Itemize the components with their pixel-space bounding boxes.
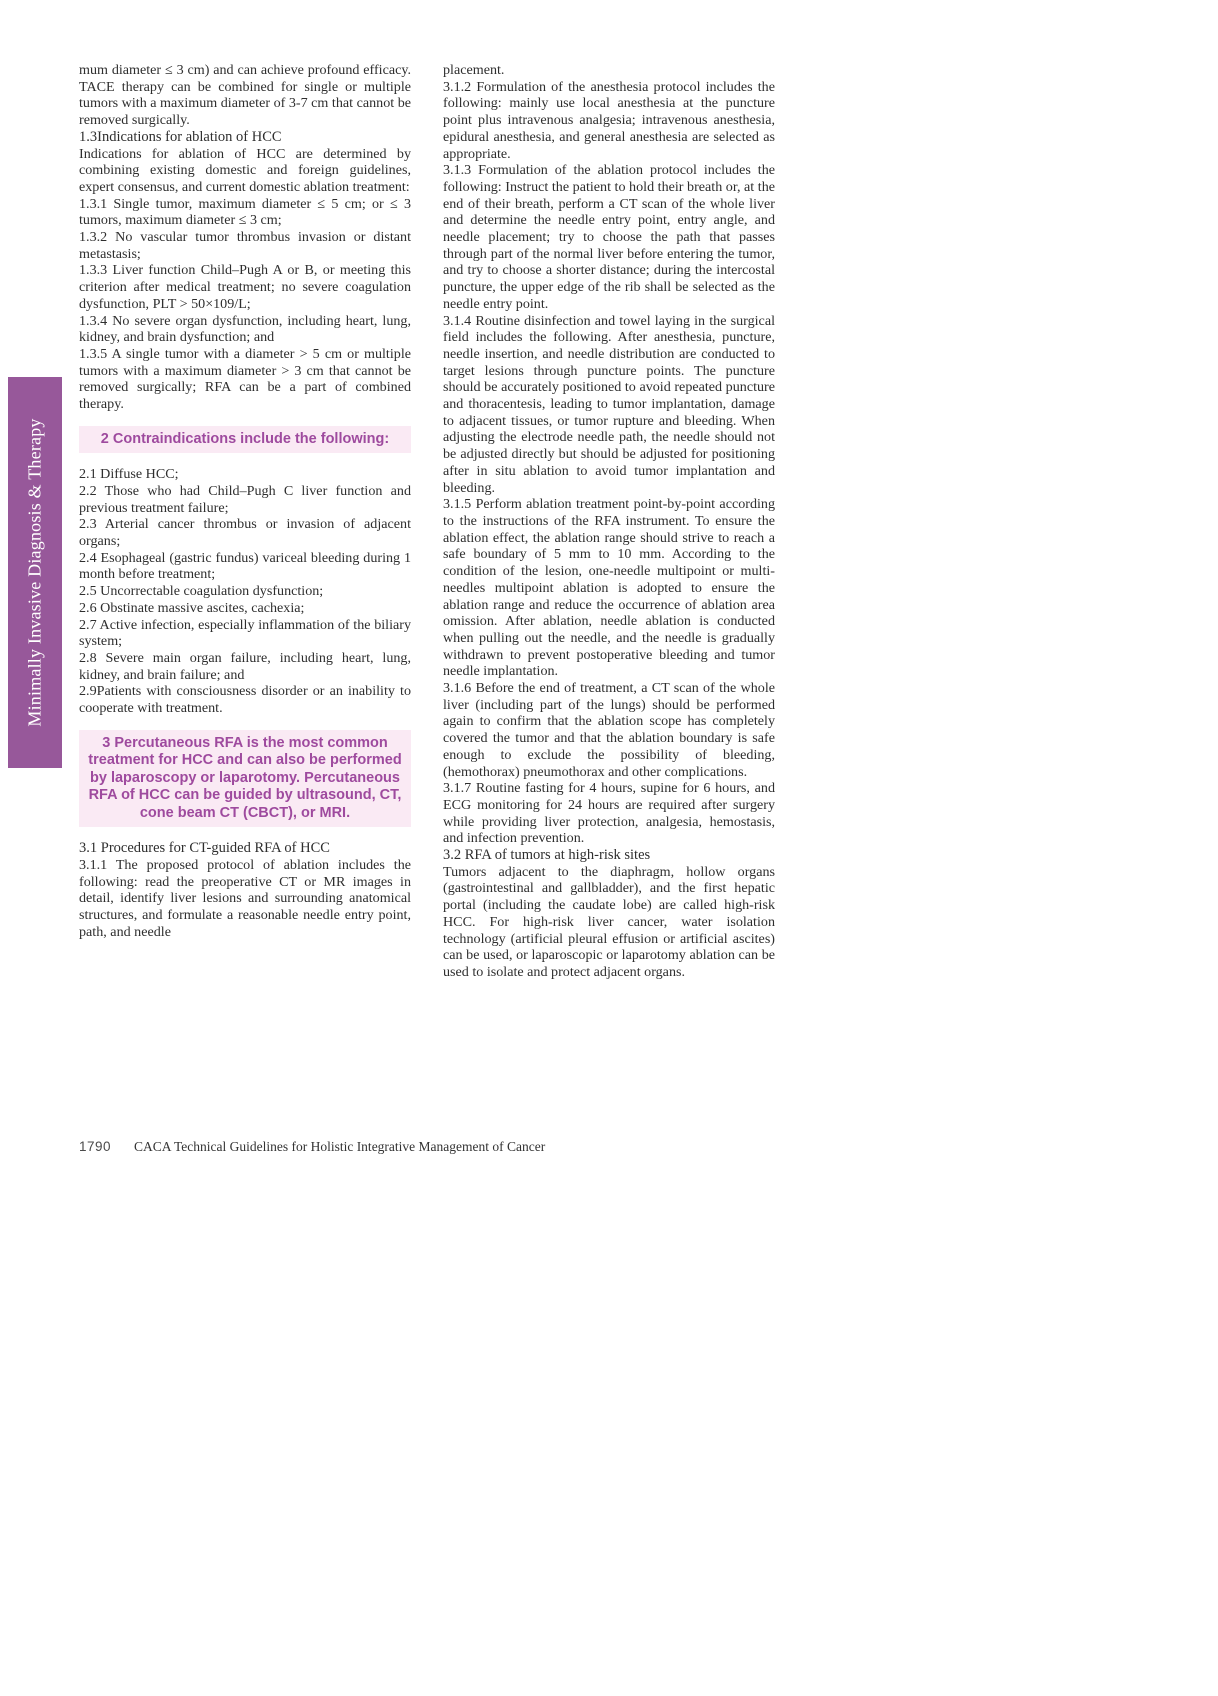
page-footer <box>79 1139 545 1155</box>
right-column <box>443 62 775 981</box>
paragraph-1-3-1: 1.3.1 Single tumor, maximum diameter ≤ 5 cm; or ≤ 3 tumors, maximum diameter ≤ 3 cm; <box>79 195 411 229</box>
page-number: 1790 <box>79 1139 112 1154</box>
heading-3-2: 3.2 RFA of tumors at high-risk sites <box>443 847 651 864</box>
paragraph-2-5: 2.5 Uncorrectable coagulation dysfunction; <box>79 583 324 600</box>
section-tab <box>8 377 62 768</box>
paragraph-3-1-4: 3.1.4 Routine disinfection and towel laying in the surgical field includes the following. After anesthesia, puncture, needle insertion, and needle distribution are conducted to target lesions through puncture points. The puncture should be accurately positioned to avoid repeated puncture and thoracentesis, leading to tumor implantation, damage to adjacent tissues, or tumor rupture and bleeding. When adjusting the electrode needle path, the needle should not be adjusted directly but should be adjusted for positioning after in situ ablation to avoid tumor implantation and bleeding. <box>443 312 775 496</box>
paragraph-2-3: 2.3 Arterial cancer thrombus or invasion of adjacent organs; <box>79 516 411 550</box>
left-column <box>79 62 411 941</box>
section-tab-label: Minimally Invasive Diagnosis & Therapy <box>24 418 45 727</box>
paragraph-placement: placement. <box>443 62 505 78</box>
paragraph-3-2: Tumors adjacent to the diaphragm, hollow organs (gastrointestinal and gallbladder), and the first hepatic portal (including the caudate lobe) are called high-risk HCC. For high-risk liver cancer, water isolation technology (artificial pleural effusion or artificial ascites) can be used, or laparoscopic or laparotomy ablation can be used to isolate and protect adjacent organs. <box>443 863 775 980</box>
heading-1-3: 1.3Indications for ablation of HCC <box>79 128 282 145</box>
paragraph-3-1-1: 3.1.1 The proposed protocol of ablation includes the following: read the preoperative CT or MR images in detail, identify liver lesions and surrounding anatomical structures, and formulate a reasonable needle entry point, path, and needle <box>79 857 411 940</box>
paragraph-2-7: 2.7 Active infection, especially inflammation of the biliary system; <box>79 616 411 650</box>
paragraph-indications: Indications for ablation of HCC are determined by combining existing domestic and foreign guidelines, expert consensus, and current domestic ablation treatment: <box>79 145 411 195</box>
paragraph-1-3-4: 1.3.4 No severe organ dysfunction, including heart, lung, kidney, and brain dysfunction; and <box>79 312 411 346</box>
paragraph-2-1: 2.1 Diffuse HCC; <box>79 466 179 483</box>
paragraph-2-4: 2.4 Esophageal (gastric fundus) variceal bleeding during 1 month before treatment; <box>79 549 411 583</box>
paragraph-3-1-5: 3.1.5 Perform ablation treatment point-by-point according to the instructions of the RFA instrument. To ensure the ablation effect, the ablation range should strive to reach a safe boundary of 5 mm to 10 mm. According to the condition of the lesion, one-needle multipoint or multi-needles multipoint ablation is adopted to ensure the ablation range and reduce the occurrence of ablation area omission. After ablation, needle ablation is conducted when pulling out the needle, and the needle is gradually withdrawn to prevent postoperative bleeding and tumor needle implantation. <box>443 496 775 680</box>
paragraph-2-6: 2.6 Obstinate massive ascites, cachexia; <box>79 599 305 616</box>
paragraph-1-3-2: 1.3.2 No vascular tumor thrombus invasion or distant metastasis; <box>79 229 411 262</box>
running-title: CACA Technical Guidelines for Holistic Integrative Management of Cancer <box>134 1139 546 1154</box>
paragraph-2-2: 2.2 Those who had Child–Pugh C liver function and previous treatment failure; <box>79 482 411 516</box>
heading-3-1: 3.1 Procedures for CT-guided RFA of HCC <box>79 840 330 857</box>
paragraph-3-1-6: 3.1.6 Before the end of treatment, a CT scan of the whole liver (including part of the lungs) should be performed again to confirm that the ablation scope has completely covered the tumor and that the ablation boundary is safe enough to exclude the possibility of bleeding, (hemothorax) pneumothorax and other complications. <box>443 680 775 780</box>
paragraph-3-1-2: 3.1.2 Formulation of the anesthesia protocol includes the following: mainly use local anesthesia at the puncture point plus intravenous analgesia; intravenous anesthesia, epidural anesthesia, and general anesthesia are selected as appropriate. <box>443 78 775 162</box>
paragraph-3-1-7: 3.1.7 Routine fasting for 4 hours, supine for 6 hours, and ECG monitoring for 24 hours are required after surgery while providing liver protection, analgesia, hemostasis, and infection prevention. <box>443 780 775 847</box>
heading-section-2: 2 Contraindications include the following: <box>79 426 411 454</box>
paragraph-3-1-3: 3.1.3 Formulation of the ablation protocol includes the following: Instruct the patient to hold their breath or, at the end of their breath, perform a CT scan of the whole liver and determine the needle entry point, entry angle, and needle placement; try to choose the path that passes through part of the normal liver before entering the tumor, and try to choose a shorter distance; during the intercostal puncture, the upper edge of the rib shall be selected as the needle entry point. <box>443 162 775 312</box>
heading-section-3: 3 Percutaneous RFA is the most common treatment for HCC and can also be performed by laparoscopy or laparotomy. Percutaneous RFA of HCC can be guided by ultrasound, CT, cone beam CT (CBCT), or MRI. <box>79 730 411 828</box>
paragraph-1-3-5: 1.3.5 A single tumor with a diameter > 5 cm or multiple tumors with a maximum diameter > 3 cm that cannot be removed surgically; RFA can be a part of combined therapy. <box>79 345 411 413</box>
paragraph-2-8: 2.8 Severe main organ failure, including heart, lung, kidney, and brain failure; and <box>79 650 411 683</box>
paragraph-continuation: mum diameter ≤ 3 cm) and can achieve profound efficacy. TACE therapy can be combined for single or multiple tumors with a maximum diameter of 3-7 cm that cannot be removed surgically. <box>79 62 411 129</box>
paragraph-1-3-3: 1.3.3 Liver function Child–Pugh A or B, or meeting this criterion after medical treatment; no severe coagulation dysfunction, PLT > 50×109/L; <box>79 262 411 312</box>
paragraph-2-9: 2.9Patients with consciousness disorder or an inability to cooperate with treatment. <box>79 683 411 717</box>
